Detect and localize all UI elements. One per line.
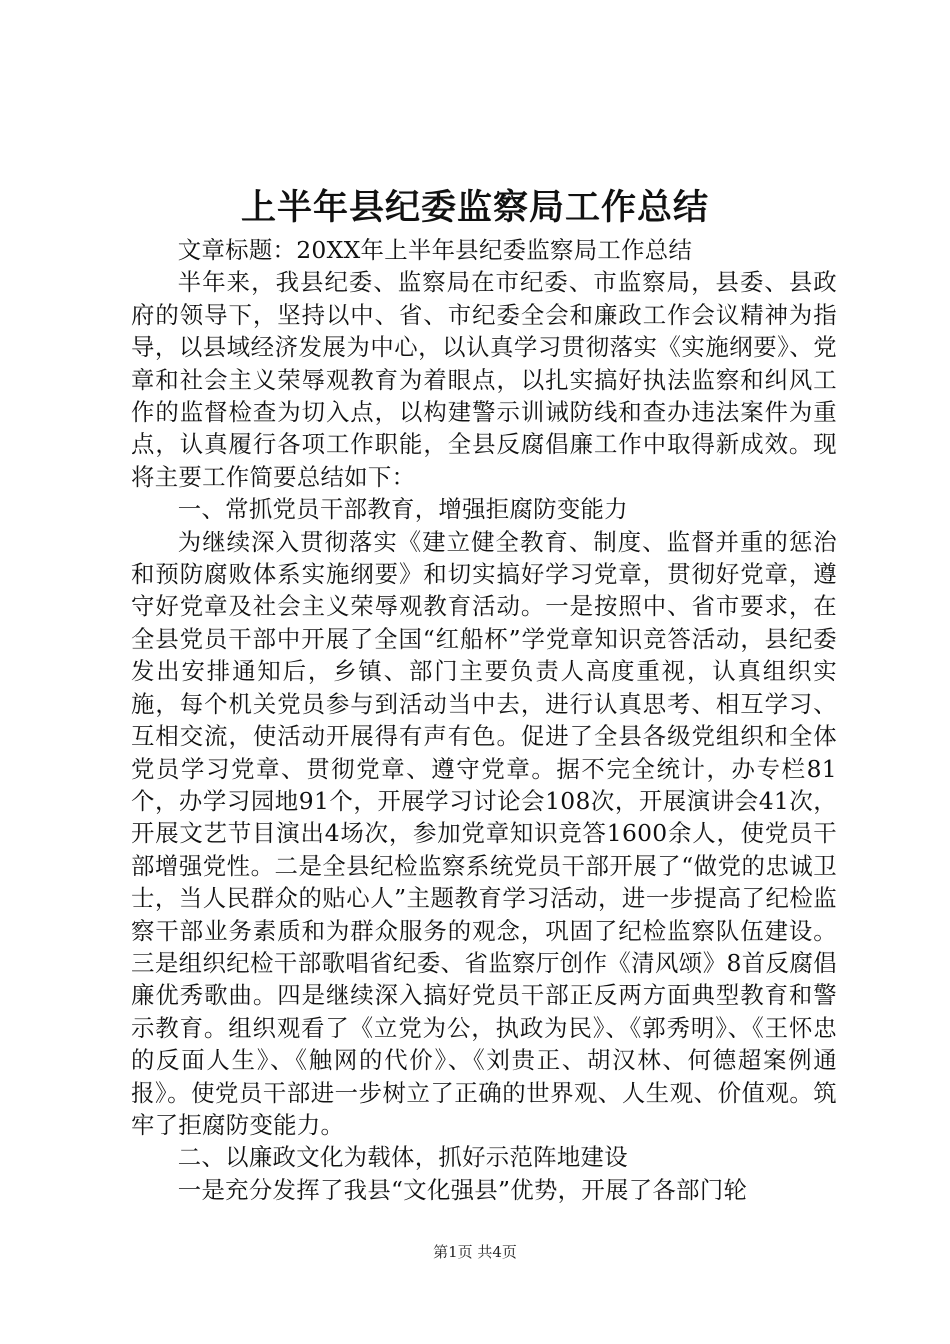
page-footer: 第1页 共4页: [433, 1243, 517, 1261]
article-title-line: 文章标题：20XX年上半年县纪委监察局工作总结: [177, 236, 693, 264]
section-heading-2: 二、以廉政文化为载体，抓好示范阵地建设: [177, 1143, 628, 1172]
section-1-paragraph: 为继续深入贯彻落实《建立健全教育、制度、监督并重的惩治和预防腐败体系实施纲要》和切实搞好学习党章，贯彻好党章，遵守好党章及社会主义荣辱观教育活动。一是按照中、省市要求，在全县党员干部中开展了全国“红船杯”学党章知识竞答活动，县纪委发出安排通知后，乡镇、部门主要负责人高度重视，认真组织实施，每个机关党员参与到活动当中去，进行认真思考、相互学习、互相交流，使活动开展得有声有色。促进了全县各级党组织和全体党员学习党章、贯彻党章、遵守党章。据不完全统计，办专栏81个，办学习园地91个，开展学习讨论会108次，开展演讲会41次，开展文艺节目演出4场次，参加党章知识竞答1600余人，使党员干部增强党性。二是全县纪检监察系统党员干部开展了“做党的忠诚卫士，当人民群众的贴心人”主题教育学习活动，进一步提高了纪检监察干部业务素质和为群众服务的观念，巩固了纪检监察队伍建设。三是组织纪检干部歌唱省纪委、省监察厅创作《清风颂》8首反腐倡廉优秀歌曲。四是继续深入搞好党员干部正反两方面典型教育和警示教育。组织观看了《立党为公，执政为民》、《郭秀明》、《王怀忠的反面人生》、《触网的代价》、《刘贵正、胡汉林、何德超案例通报》。使党员干部进一步树立了正确的世界观、人生观、价值观。筑牢了拒腐防变能力。: [131, 527, 837, 1139]
section-heading-1: 一、常抓党员干部教育，增强拒腐防变能力: [177, 495, 628, 524]
document-body: [131, 234, 837, 1206]
document-title: 上半年县纪委监察局工作总结: [240, 187, 709, 228]
section-2-paragraph: 一是充分发挥了我县“文化强县”优势，开展了各部门轮: [177, 1175, 748, 1204]
intro-paragraph: 半年来，我县纪委、监察局在市纪委、市监察局，县委、县政府的领导下，坚持以中、省、市纪委全会和廉政工作会议精神为指导，以县域经济发展为中心，以认真学习贯彻落实《实施纲要》、党章和社会主义荣辱观教育为着眼点，以扎实搞好执法监察和纠风工作的监督检查为切入点，以构建警示训诫防线和查办违法案件为重点，认真履行各项工作职能，全县反腐倡廉工作中取得新成效。现将主要工作简要总结如下：: [131, 268, 837, 491]
